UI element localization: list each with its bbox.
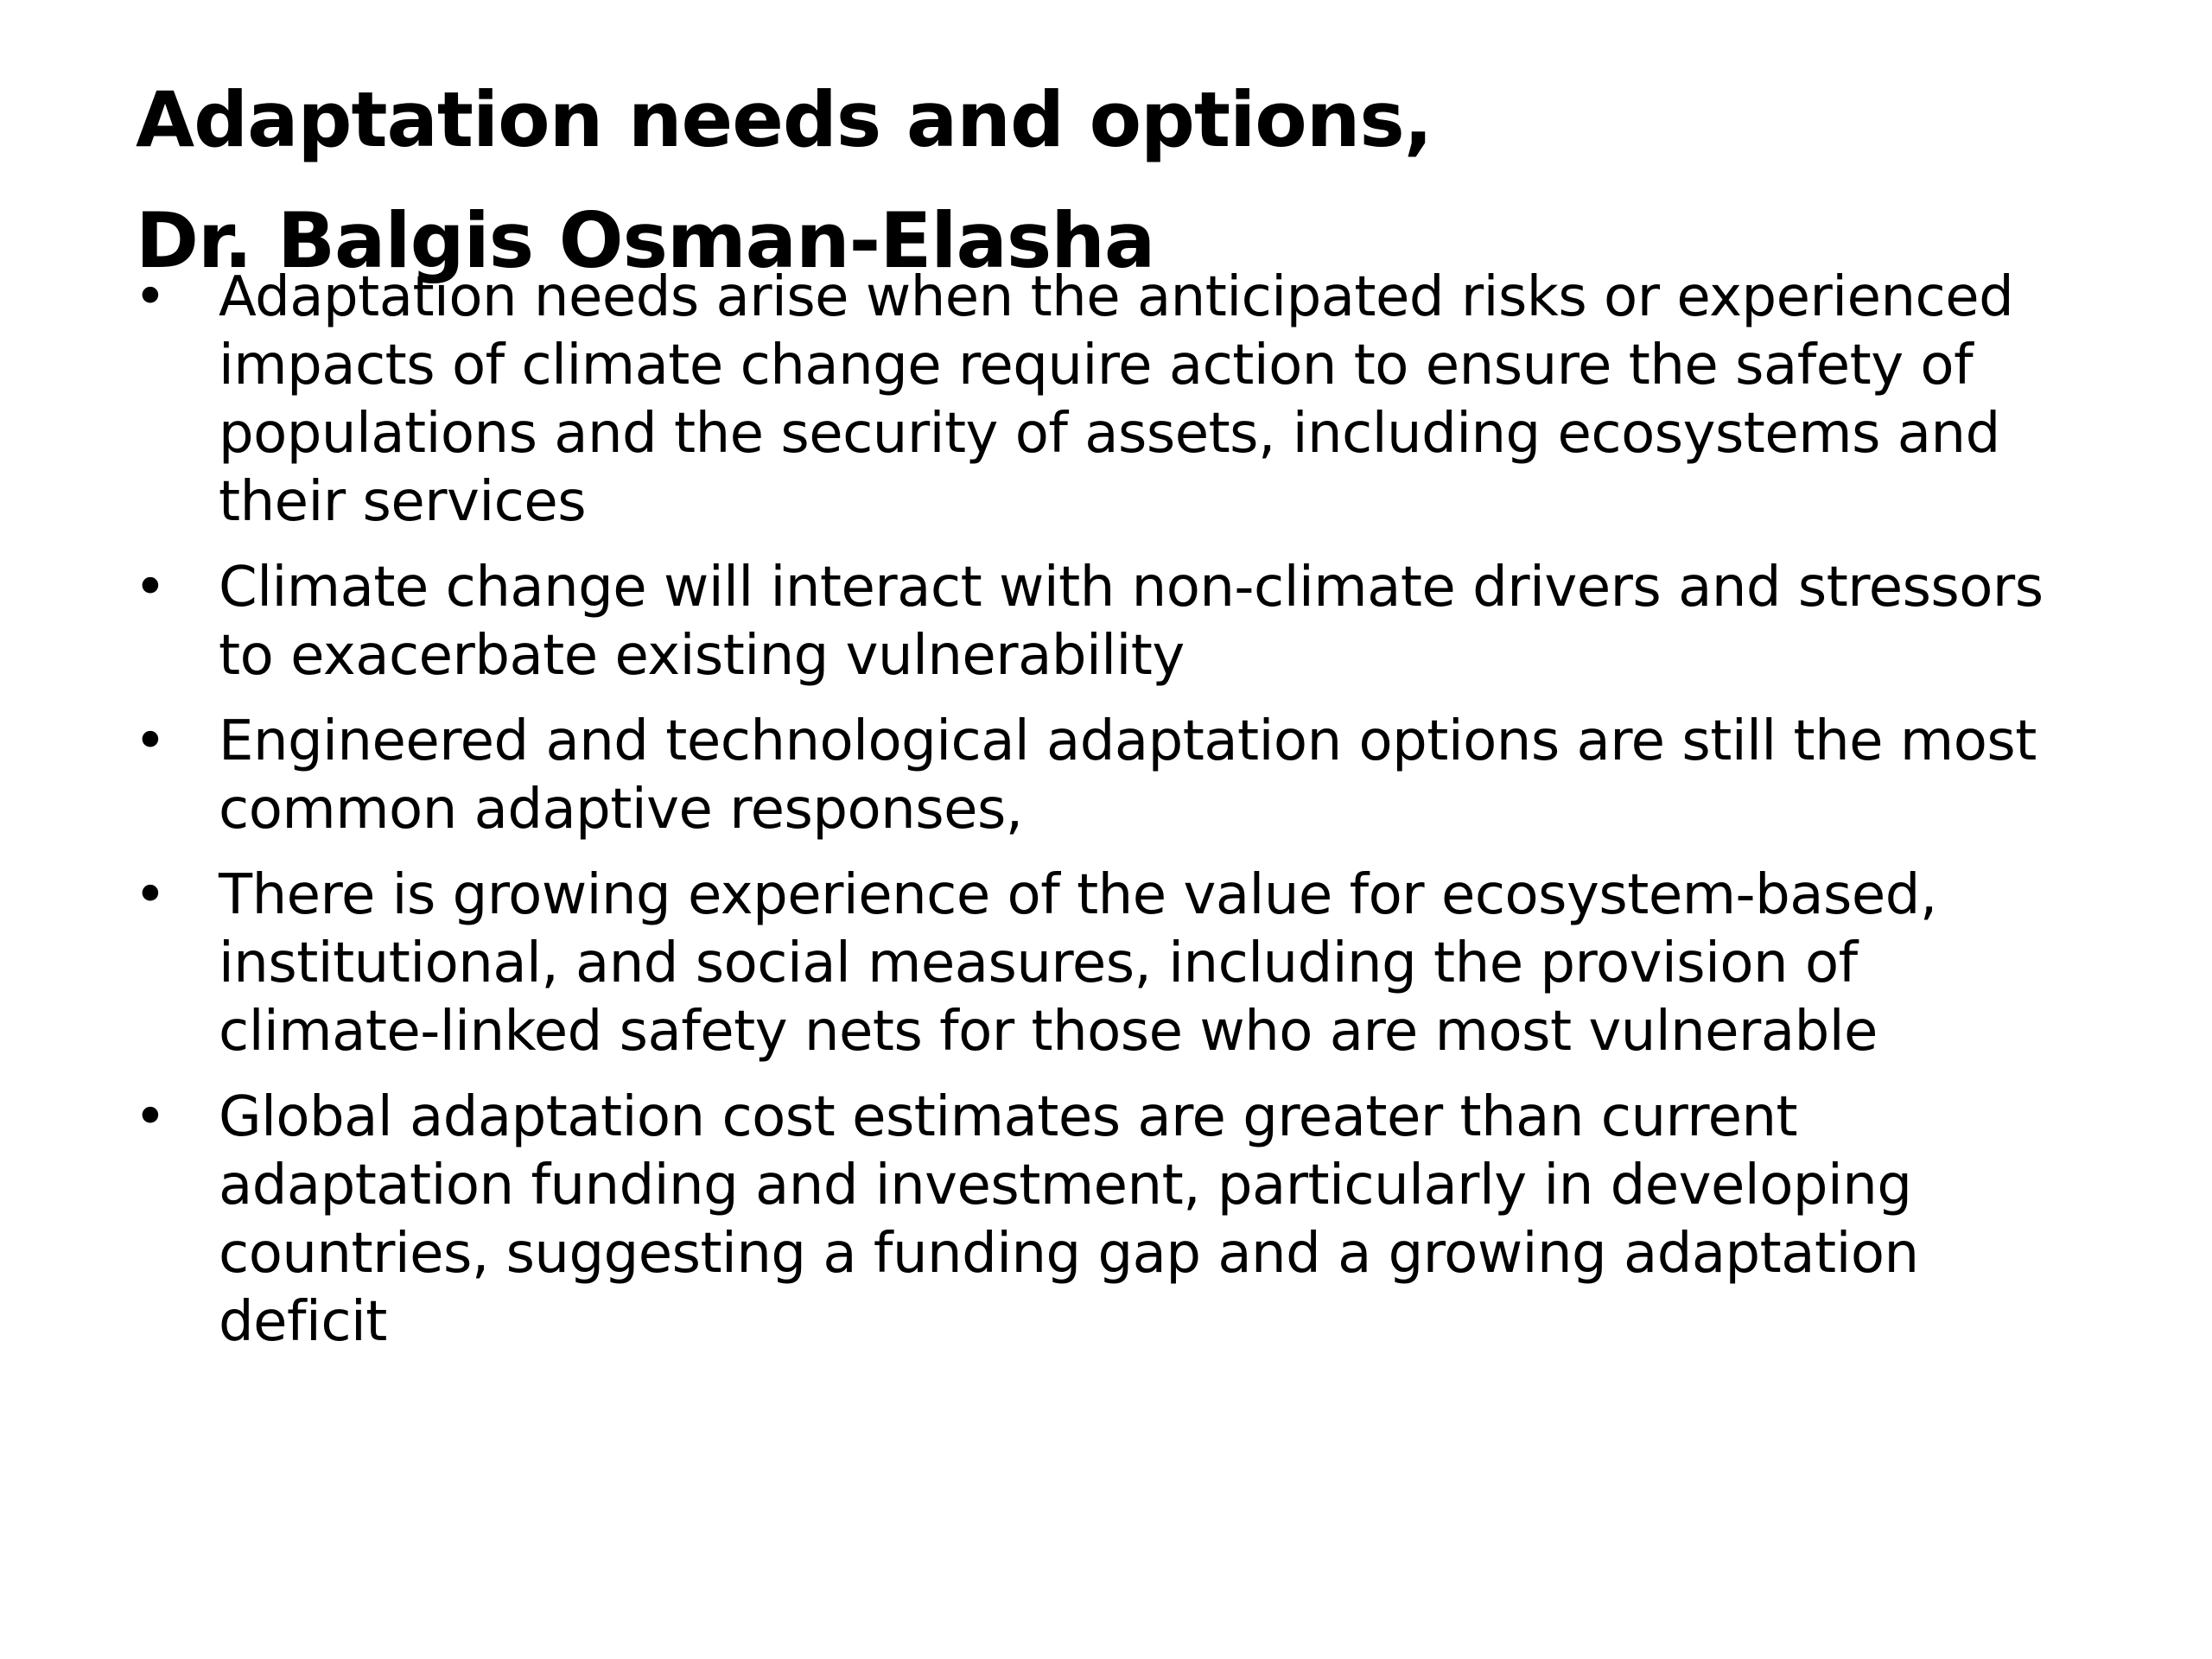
bullet-item (130, 264, 2082, 537)
bullet-icon: • (134, 1085, 167, 1149)
bullet-icon: • (134, 556, 167, 620)
bullet-item (130, 861, 2082, 1066)
bullet-list (130, 264, 2082, 1374)
bullet-item (130, 554, 2082, 690)
bullet-text: Climate change will interact with non-climate drivers and stressors to exacerbate existing vulnerability (219, 556, 2044, 688)
slide-title-line-2: Dr. Balgis Osman-Elasha (136, 195, 1155, 285)
bullet-text: There is growing experience of the value for ecosystem-based, institutional, and social measures, including the provision of climate-linked safety nets for those who are most vulnerable (219, 863, 1937, 1064)
bullet-text: Global adaptation cost estimates are greater than current adaptation funding and investment, particularly in developing countries, suggesting a funding gap and a growing adaptation deficit (219, 1085, 1919, 1354)
bullet-item (130, 1084, 2082, 1357)
bullet-icon: • (134, 863, 167, 927)
slide-title-line-1: Adaptation needs and options, (136, 74, 1433, 164)
bullet-icon: • (134, 265, 167, 329)
bullet-text: Engineered and technological adaptation options are still the most common adaptive responses, (219, 709, 2037, 842)
bullet-icon: • (134, 709, 167, 773)
bullet-text: Adaptation needs arise when the anticipated risks or experienced impacts of climate change require action to ensure the safety of populations and the security of assets, including ecosystems and their services (219, 265, 2014, 534)
bullet-item (130, 708, 2082, 844)
